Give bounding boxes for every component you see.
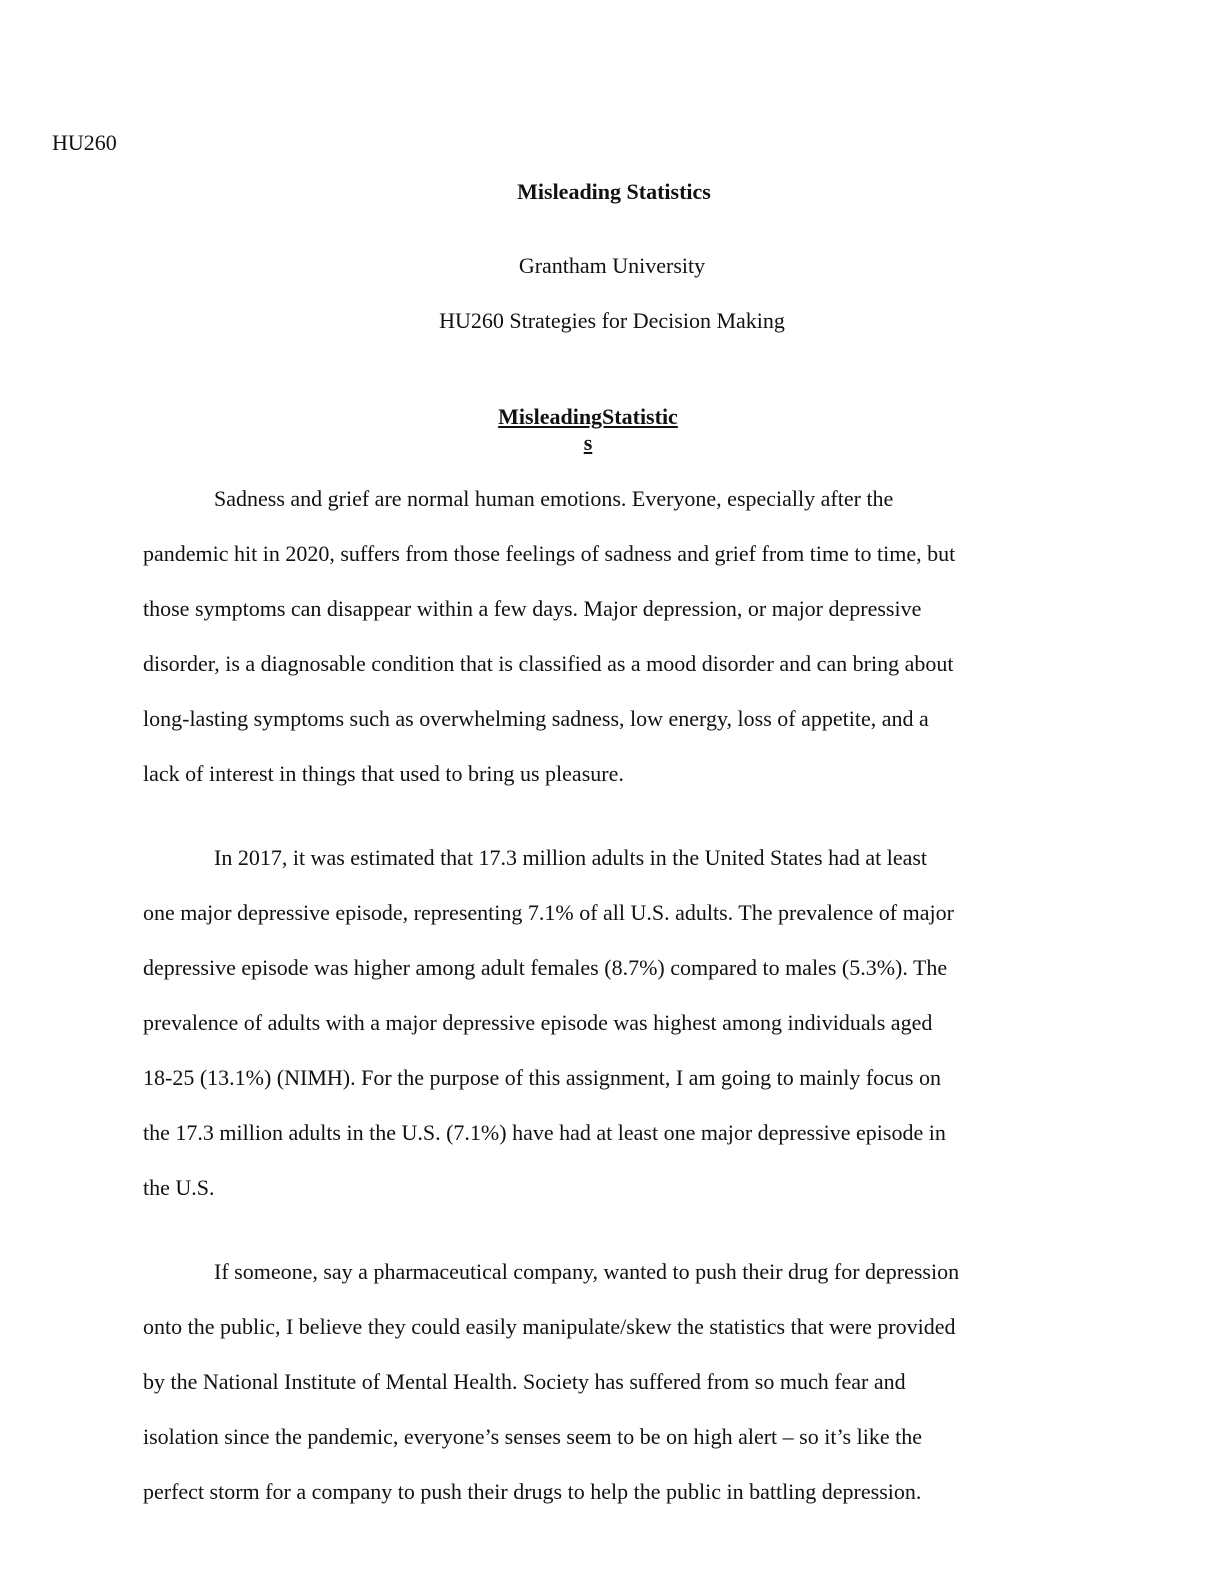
paragraph-line: long-lasting symptoms such as overwhelming sadness, low energy, loss of appetite, and a [143, 706, 929, 731]
paragraph-line: lack of interest in things that used to bring us pleasure. [143, 761, 624, 786]
course-name: HU260 Strategies for Decision Making [439, 308, 785, 333]
paragraph-line: one major depressive episode, representing 7.1% of all U.S. adults. The prevalence of major [143, 900, 954, 925]
paragraph-line: the U.S. [143, 1175, 215, 1200]
paragraph-line: Sadness and grief are normal human emotions. Everyone, especially after the [214, 486, 894, 511]
paragraph-line: In 2017, it was estimated that 17.3 million adults in the United States had at least [214, 845, 928, 870]
paragraph-line: onto the public, I believe they could easily manipulate/skew the statistics that were provided [143, 1314, 956, 1339]
paragraph-line: by the National Institute of Mental Health. Society has suffered from so much fear and [143, 1369, 906, 1394]
paragraph-line: If someone, say a pharmaceutical company, wanted to push their drug for depression [214, 1259, 960, 1284]
paragraph-line: the 17.3 million adults in the U.S. (7.1%) have had at least one major depressive episode in [143, 1120, 946, 1145]
paragraph-line: perfect storm for a company to push their drugs to help the public in battling depression. [143, 1479, 922, 1504]
paragraph-line: 18-25 (13.1%) (NIMH). For the purpose of this assignment, I am going to mainly focus on [143, 1065, 941, 1090]
paragraph-line: prevalence of adults with a major depressive episode was highest among individuals aged [143, 1010, 933, 1035]
paragraph-line: isolation since the pandemic, everyone’s senses seem to be on high alert – so it’s like the [143, 1424, 922, 1449]
paragraph-line: depressive episode was higher among adult females (8.7%) compared to males (5.3%). The [143, 955, 948, 980]
course-code: HU260 [52, 130, 117, 155]
paragraph-line: disorder, is a diagnosable condition that is classified as a mood disorder and can bring about [143, 651, 954, 676]
section-heading: MisleadingStatistics [498, 404, 678, 455]
university-name: Grantham University [518, 253, 706, 278]
paragraph-line: pandemic hit in 2020, suffers from those feelings of sadness and grief from time to time, but [143, 541, 956, 566]
paragraph-line: those symptoms can disappear within a few days. Major depression, or major depressive [143, 596, 922, 621]
document-title: Misleading Statistics [517, 179, 711, 204]
